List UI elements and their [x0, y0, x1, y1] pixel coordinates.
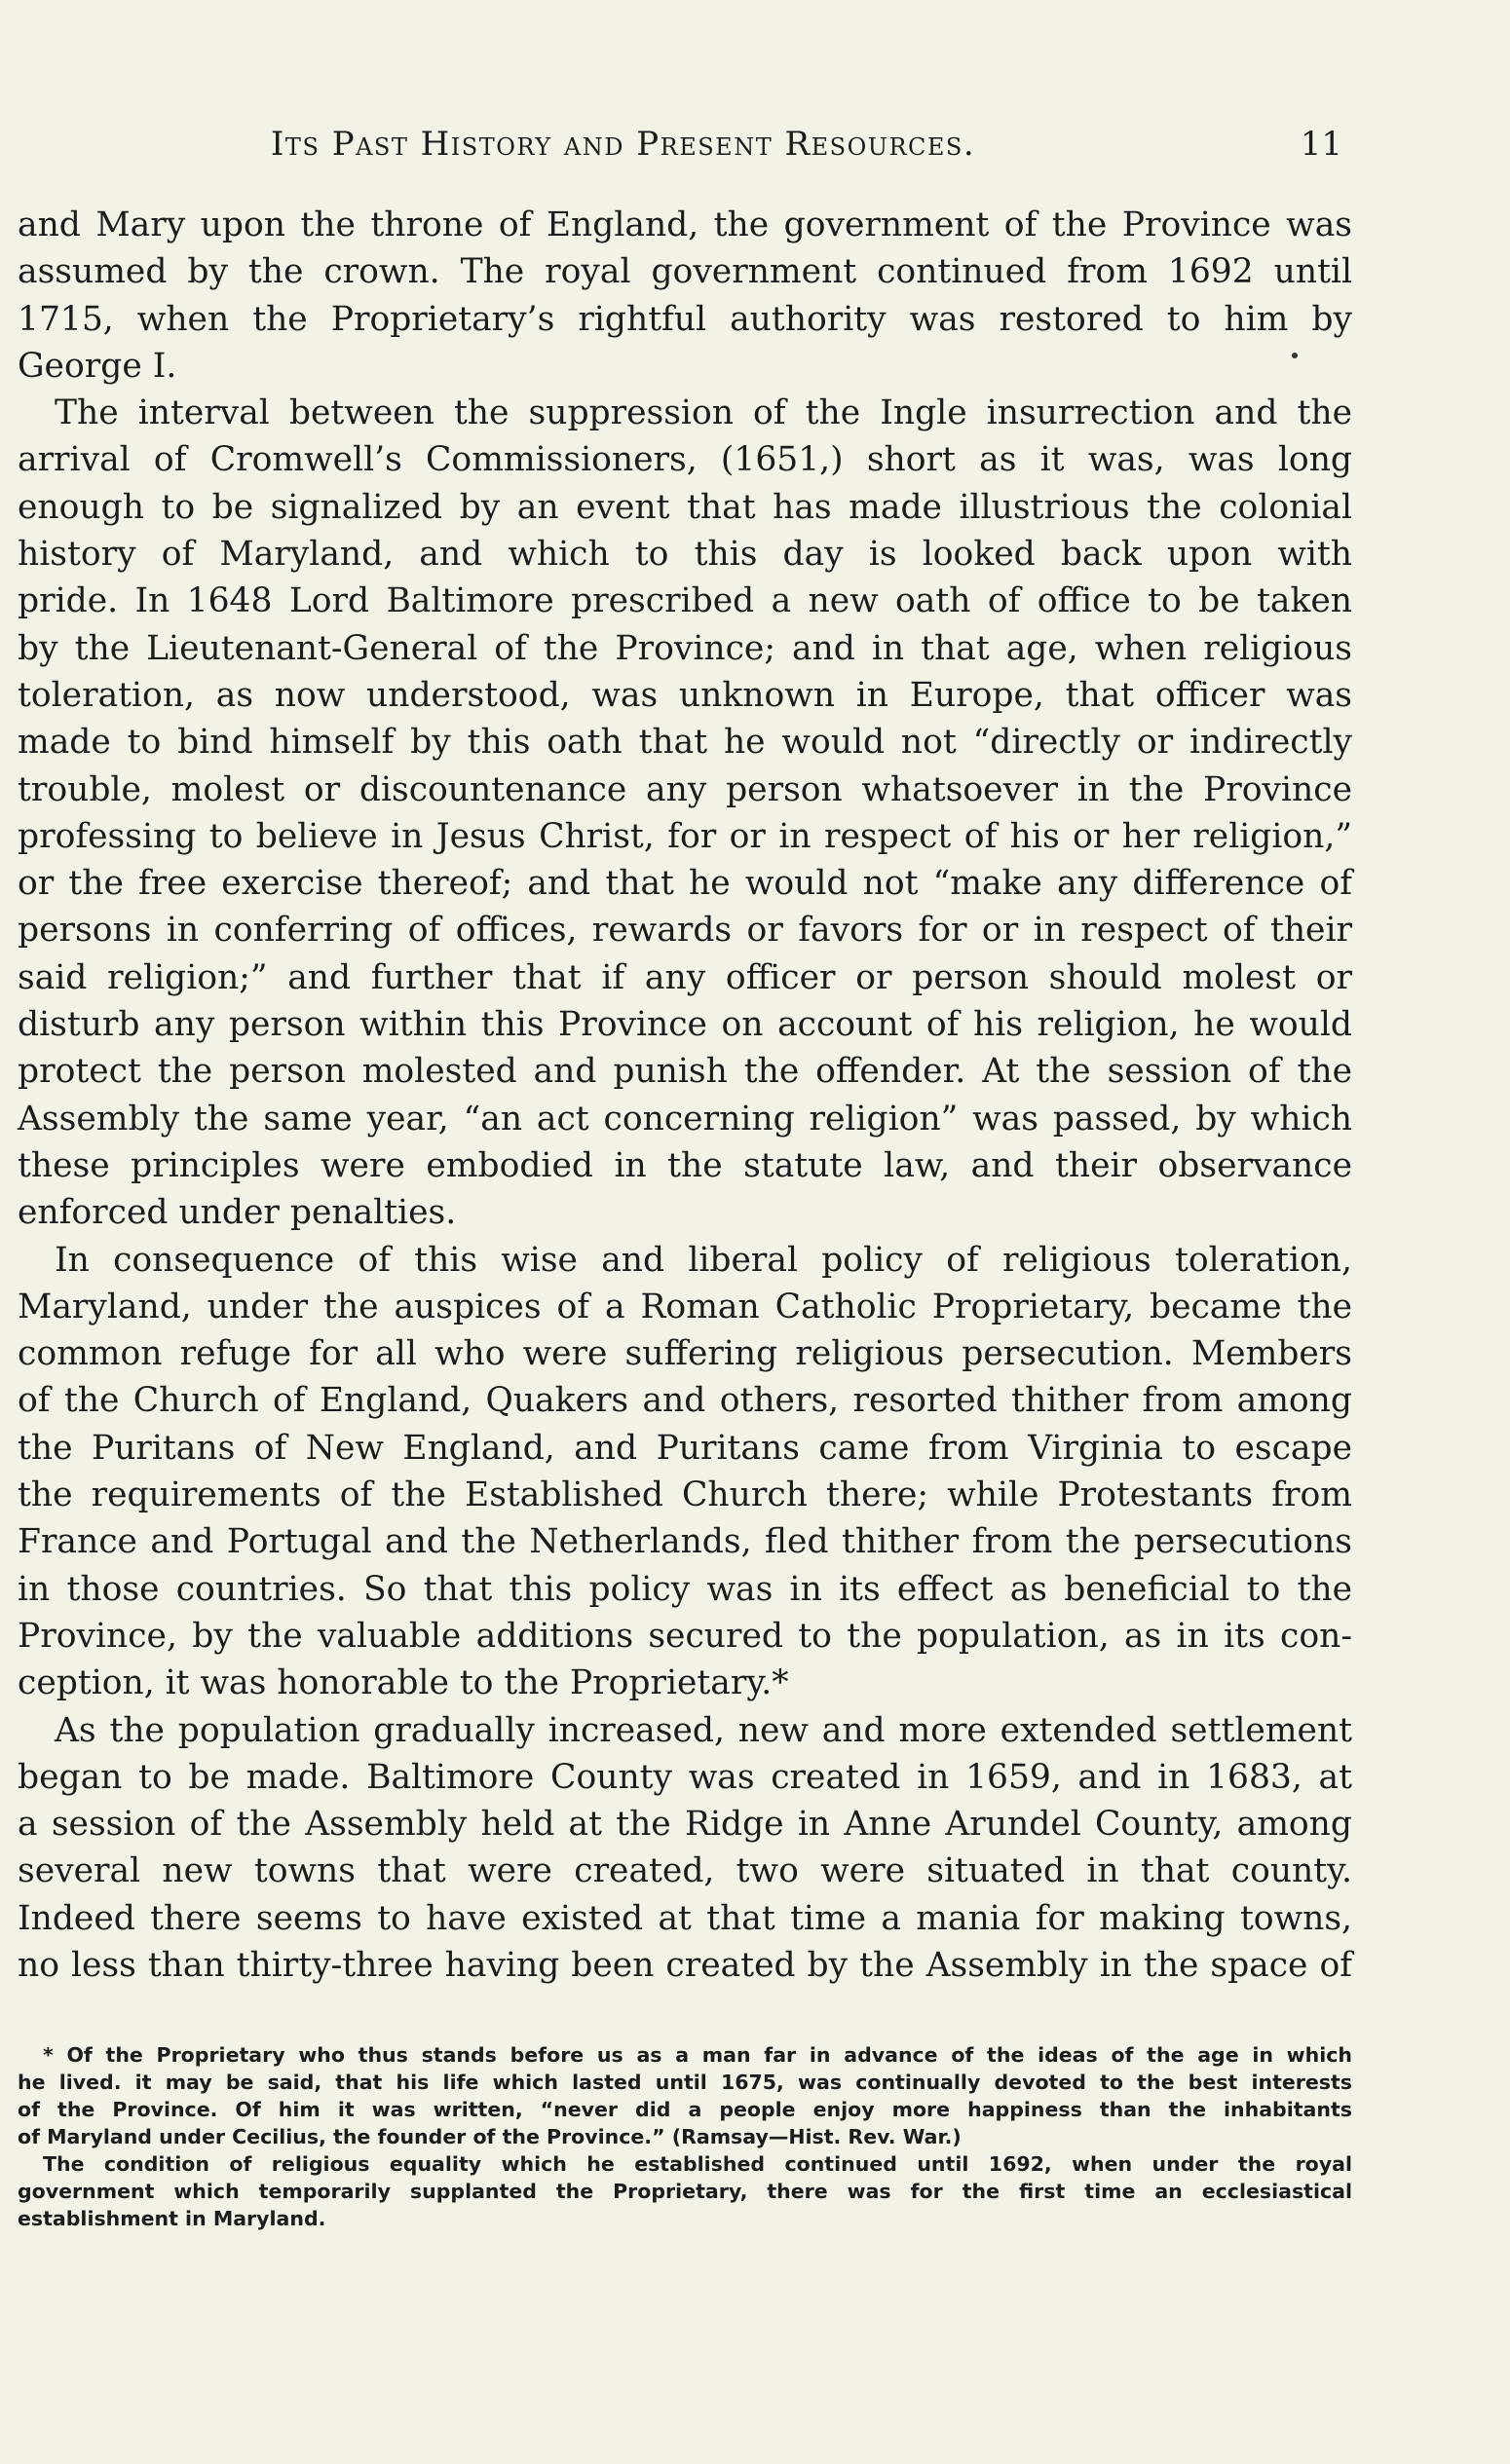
text-line: began to be made. Baltimore County was created in 1659, and in 1683, at: [18, 1757, 1352, 1797]
book-page: [18, 0, 1352, 2464]
text-line: no less than thirty-three having been created by the Assembly in the space of: [18, 1945, 1352, 1985]
text-line: George I.: [18, 346, 177, 386]
text-line: or the free exercise thereof; and that he would not “make any difference of: [18, 864, 1352, 904]
body-text: [18, 202, 1352, 1989]
text-line: Province, by the valuable additions secured to the population, as in its con-: [18, 1616, 1352, 1656]
text-line: assumed by the crown. The royal government continued from 1692 until: [18, 252, 1352, 292]
text-line: ception, it was honorable to the Proprietary.*: [18, 1663, 789, 1703]
text-line: toleration, as now understood, was unknown in Europe, that officer was: [18, 675, 1352, 715]
text-line: France and Portugal and the Netherlands, fled thither from the persecutions: [18, 1522, 1352, 1562]
text-line: As the population gradually increased, new and more extended settlement: [55, 1710, 1352, 1750]
text-line: arrival of Cromwell’s Commissioners, (1651,) short as it was, was long: [18, 440, 1352, 480]
running-head: [18, 125, 1352, 173]
text-line: the Puritans of New England, and Puritans came from Virginia to escape: [18, 1428, 1352, 1468]
text-line: a session of the Assembly held at the Ridge in Anne Arundel County, among: [18, 1805, 1352, 1845]
text-line: these principles were embodied in the statute law, and their observance: [18, 1145, 1352, 1185]
text-line: professing to believe in Jesus Christ, for or in respect of his or her religion,”: [18, 816, 1352, 856]
text-line: pride. In 1648 Lord Baltimore prescribed a new oath of office to be taken: [18, 581, 1352, 621]
text-line: 1715, when the Proprietary’s rightful authority was restored to him by: [18, 299, 1352, 339]
text-line: Indeed there seems to have existed at that time a mania for making towns,: [18, 1898, 1352, 1938]
footnote-line: government which temporarily supplanted the Proprietary, there was for the first time an ecclesiastical: [18, 2180, 1352, 2203]
text-line: several new towns that were created, two were situated in that county.: [18, 1851, 1352, 1891]
text-line: common refuge for all who were suffering religious persecution. Members: [18, 1334, 1352, 1374]
footnote-line: * Of the Proprietary who thus stands before us as a man far in advance of the ideas of the age in which: [43, 2043, 1352, 2067]
text-line: and Mary upon the throne of England, the government of the Province was: [18, 205, 1352, 244]
text-line: the requirements of the Established Church there; while Protestants from: [18, 1475, 1352, 1515]
footnote-line: he lived. it may be said, that his life which lasted until 1675, was continually devoted to the best interests: [18, 2071, 1352, 2094]
footnote-line: of Maryland under Cecilius, the founder of the Province.” (Ramsay—Hist. Rev. War.): [18, 2125, 962, 2148]
text-line: persons in conferring of offices, rewards or favors for or in respect of their: [18, 911, 1352, 951]
text-line: The interval between the suppression of the Ingle insurrection and the: [55, 393, 1352, 433]
footnote-line: establishment in Maryland.: [18, 2207, 326, 2230]
page-number: 11: [1300, 125, 1342, 164]
text-line: made to bind himself by this oath that he would not “directly or indirectly: [18, 723, 1352, 763]
footnote-line: of the Province. Of him it was written, “never did a people enjoy more happiness than the inhabitants: [18, 2098, 1352, 2121]
text-line: trouble, molest or discountenance any person whatsoever in the Province: [18, 769, 1352, 809]
text-line: in those countries. So that this policy was in its effect as beneficial to the: [18, 1569, 1352, 1609]
footnotes: [18, 2041, 1352, 2232]
text-line: In consequence of this wise and liberal policy of religious toleration,: [55, 1240, 1352, 1280]
text-line: disturb any person within this Province on account of his religion, he would: [18, 1005, 1352, 1045]
text-line: enough to be signalized by an event that has made illustrious the colonial: [18, 487, 1352, 527]
text-line: Assembly the same year, “an act concerning religion” was passed, by which: [18, 1099, 1352, 1139]
footnote-line: The condition of religious equality which he established continued until 1692, when under the royal: [43, 2152, 1352, 2176]
text-line: history of Maryland, and which to this day is looked back upon with: [18, 535, 1352, 575]
text-line: protect the person molested and punish the offender. At the session of the: [18, 1052, 1352, 1092]
running-title: Its Past History and Present Resources.: [271, 125, 976, 164]
text-line: enforced under penalties.: [18, 1193, 457, 1233]
text-line: by the Lieutenant-General of the Province; and in that age, when religious: [18, 628, 1352, 668]
text-line: Maryland, under the auspices of a Roman Catholic Proprietary, became the: [18, 1287, 1352, 1326]
text-line: said religion;” and further that if any officer or person should molest or: [18, 957, 1352, 997]
text-line: of the Church of England, Quakers and others, resorted thither from among: [18, 1381, 1352, 1421]
